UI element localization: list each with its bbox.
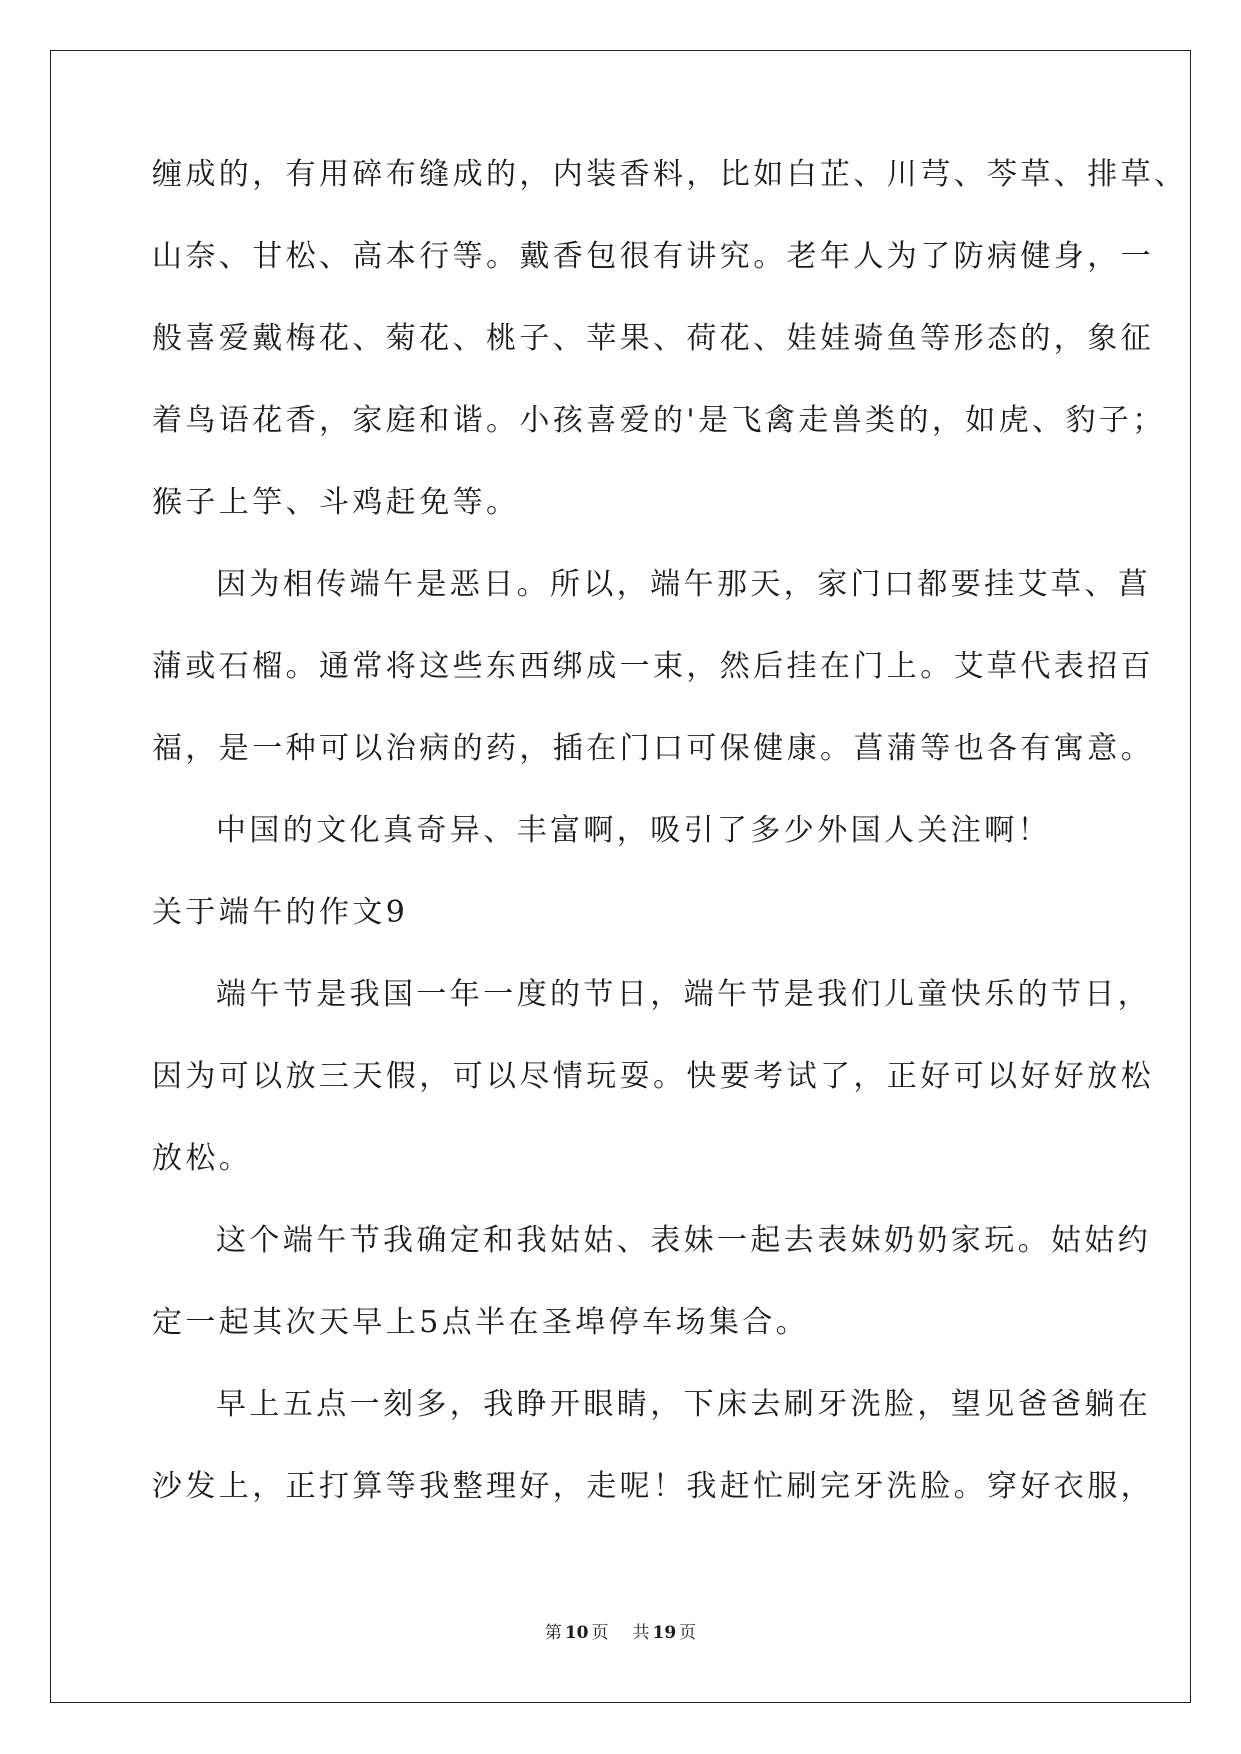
page-prefix: 第 xyxy=(544,1623,562,1643)
paragraph-start-line: 中国的文化真奇异、丰富啊，吸引了多少外国人关注啊！ xyxy=(216,813,1051,848)
paragraph-start-line: 早上五点一刻多，我睁开眼睛，下床去刷牙洗脸，望见爸爸躺在 xyxy=(216,1387,1152,1422)
text-line: 缠成的，有用碎布缝成的，内装香料，比如白芷、川芎、芩草、排草、 xyxy=(152,157,1188,192)
total-suffix: 页 xyxy=(679,1623,697,1643)
text-line: 沙发上，正打算等我整理好，走呢！我赶忙刷完牙洗脸。穿好衣服， xyxy=(152,1469,1154,1504)
text-line: 定一起其次天早上5点半在圣埠停车场集合。 xyxy=(152,1305,810,1340)
text-line: 蒲或石榴。通常将这些东西绑成一束，然后挂在门上。艾草代表招百 xyxy=(152,649,1154,684)
text-line: 放松。 xyxy=(152,1141,253,1176)
paragraph-start-line: 因为相传端午是恶日。所以，端午那天，家门口都要挂艾草、菖 xyxy=(216,567,1152,602)
document-body xyxy=(152,157,1188,1554)
total-prefix: 共 xyxy=(632,1623,650,1643)
page-suffix: 页 xyxy=(591,1623,609,1643)
paragraph-start-line: 端午节是我国一年一度的节日，端午节是我们儿童快乐的节日， xyxy=(216,977,1152,1012)
page-number: 10 xyxy=(564,1623,589,1643)
text-line: 般喜爱戴梅花、菊花、桃子、苹果、荷花、娃娃骑鱼等形态的，象征 xyxy=(152,321,1154,356)
text-line: 因为可以放三天假，可以尽情玩耍。快要考试了，正好可以好好放松 xyxy=(152,1059,1154,1094)
total-pages: 19 xyxy=(652,1623,677,1643)
text-line: 着鸟语花香，家庭和谐。小孩喜爱的'是飞禽走兽类的，如虎、豹子； xyxy=(152,403,1166,438)
text-line: 猴子上竽、斗鸡赶免等。 xyxy=(152,485,520,520)
text-line: 福，是一种可以治病的药，插在门口可保健康。菖蒲等也各有寓意。 xyxy=(152,731,1154,766)
text-line: 山奈、甘松、高本行等。戴香包很有讲究。老年人为了防病健身，一 xyxy=(152,239,1154,274)
paragraph-start-line: 这个端午节我确定和我姑姑、表妹一起去表妹奶奶家玩。姑姑约 xyxy=(216,1223,1152,1258)
page-footer xyxy=(0,1623,1241,1643)
section-heading: 关于端午的作文9 xyxy=(152,895,409,930)
